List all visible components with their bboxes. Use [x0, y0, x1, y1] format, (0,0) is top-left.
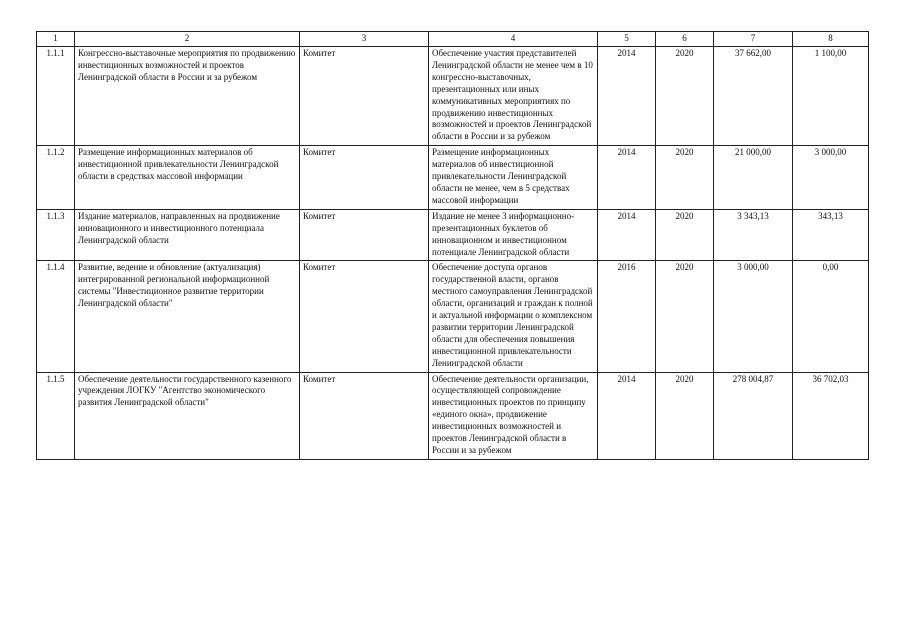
total-amount: 21 000,00: [714, 146, 793, 210]
table-row: [37, 47, 869, 146]
total-amount: 3 343,13: [714, 209, 793, 261]
table-row: [37, 209, 869, 261]
current-amount: 36 702,03: [793, 372, 869, 459]
activity-result: Обеспечение деятельности организации, осуществляющей сопровождение инвестиционных проектов по принципу «единого окна», продвижение инвестиционных возможностей и проектов Ленинградской области в России и за рубежом: [429, 372, 598, 459]
activity-name: Развитие, ведение и обновление (актуализация) интегрированной региональной информационной системы "Инвестиционное развитие территории Ленинградской области": [75, 261, 300, 372]
column-header: 7: [714, 32, 793, 47]
end-year: 2020: [656, 47, 714, 146]
activity-result: Обеспечение участия представителей Ленинградской области не менее чем в 10 конгрессно-выставочных, презентационных или иных коммуникативных мероприятиях по продвижению инвестиционных возможностей и проектов Ленинградской области в России и за рубежом: [429, 47, 598, 146]
end-year: 2020: [656, 372, 714, 459]
table-row: [37, 261, 869, 372]
end-year: 2020: [656, 261, 714, 372]
total-amount: 3 000,00: [714, 261, 793, 372]
activity-executor: Комитет: [300, 372, 429, 459]
column-header: 3: [300, 32, 429, 47]
activity-result: Обеспечение доступа органов государственной власти, органов местного самоуправления Ленинградской области, организаций и граждан к полной и актуальной информации о комплексном развитии территории Ленинградской области для обеспечения повышения инвестиционной привлекательности Ленинградской области: [429, 261, 598, 372]
activity-executor: Комитет: [300, 47, 429, 146]
start-year: 2014: [598, 372, 656, 459]
column-header: 2: [75, 32, 300, 47]
header-row: [37, 32, 869, 47]
activity-name: Издание материалов, направленных на продвижение инновационного и инвестиционного потенциала Ленинградской области: [75, 209, 300, 261]
total-amount: 37 662,00: [714, 47, 793, 146]
column-header: 4: [429, 32, 598, 47]
activity-name: Размещение информационных материалов об инвестиционной привлекательности Ленинградской области в средствах массовой информации: [75, 146, 300, 210]
table-row: [37, 146, 869, 210]
current-amount: 3 000,00: [793, 146, 869, 210]
activity-number: 1.1.5: [37, 372, 75, 459]
current-amount: 0,00: [793, 261, 869, 372]
column-header: 6: [656, 32, 714, 47]
activity-name: Конгрессно-выставочные мероприятия по продвижению инвестиционных возможностей и проектов Ленинградской области в России и за рубежом: [75, 47, 300, 146]
activity-result: Размещение информационных материалов об инвестиционной привлекательности Ленинградской области не менее, чем в 5 средствах массовой информации: [429, 146, 598, 210]
current-amount: 343,13: [793, 209, 869, 261]
start-year: 2016: [598, 261, 656, 372]
start-year: 2014: [598, 47, 656, 146]
activity-executor: Комитет: [300, 209, 429, 261]
activity-name: Обеспечение деятельности государственного казенного учреждения ЛОГКУ "Агентство экономического развития Ленинградской области": [75, 372, 300, 459]
activity-number: 1.1.2: [37, 146, 75, 210]
start-year: 2014: [598, 146, 656, 210]
program-activities-table: [36, 31, 869, 460]
column-header: 1: [37, 32, 75, 47]
column-header: 8: [793, 32, 869, 47]
table-row: [37, 372, 869, 459]
activity-number: 1.1.3: [37, 209, 75, 261]
column-header: 5: [598, 32, 656, 47]
activity-number: 1.1.1: [37, 47, 75, 146]
total-amount: 278 004,87: [714, 372, 793, 459]
activity-executor: Комитет: [300, 146, 429, 210]
end-year: 2020: [656, 209, 714, 261]
start-year: 2014: [598, 209, 656, 261]
activity-number: 1.1.4: [37, 261, 75, 372]
end-year: 2020: [656, 146, 714, 210]
current-amount: 1 100,00: [793, 47, 869, 146]
activity-result: Издание не менее 3 информационно-презентационных буклетов об инновационном и инвестиционном потенциале Ленинградской области: [429, 209, 598, 261]
activity-executor: Комитет: [300, 261, 429, 372]
